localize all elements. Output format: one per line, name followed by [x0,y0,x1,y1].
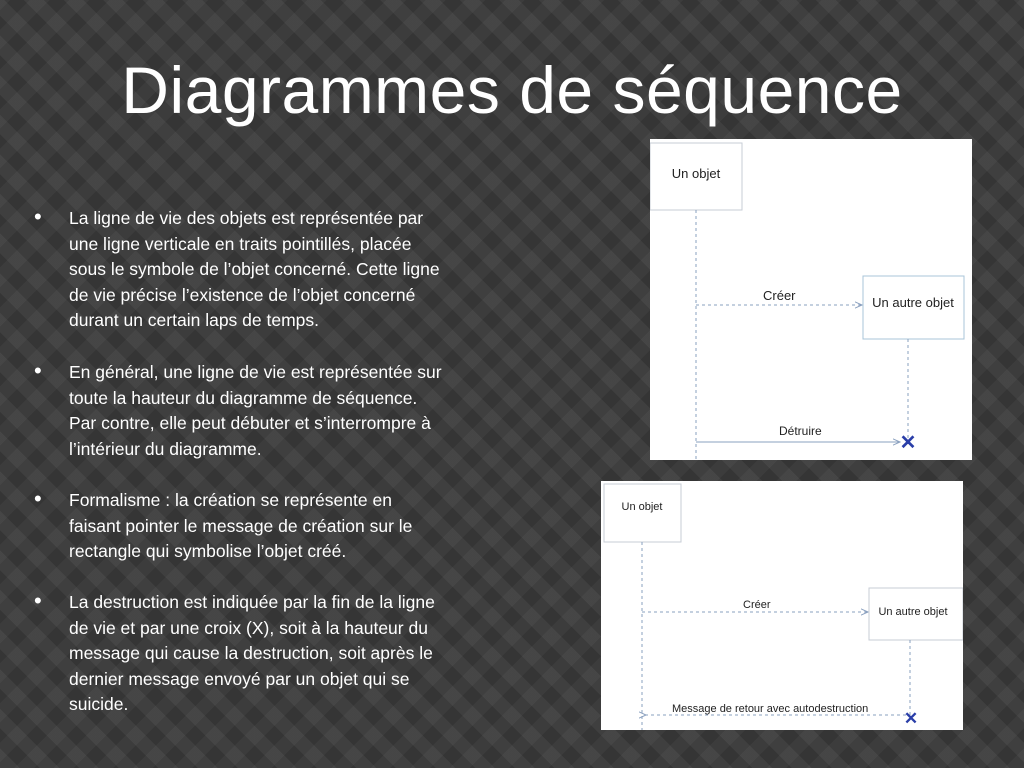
destroy-message-label: Détruire [779,424,822,438]
return-message-label: Message de retour avec autodestruction [672,703,869,715]
sequence-diagram-1 [650,139,972,460]
object1-box [604,484,681,542]
sequence-diagram-2 [601,481,963,730]
bullet-text: La ligne de vie des objets est représentée par une ligne verticale en traits pointillés, placée sous le symbole de l’objet concerné. Cette ligne de vie précise l’existence de l’objet concerné durant un certain laps de temps. [69,208,440,330]
bullet-dot: • [34,358,42,383]
object1-label: Un objet [621,501,663,513]
object2-label: Un autre objet [872,295,954,310]
object1-label: Un objet [671,166,721,181]
destroy-cross-icon: ✕ [899,432,917,454]
bullet-dot: • [34,588,42,613]
bullet-dot: • [34,486,42,511]
bullet-text: En général, une ligne de vie est représentée sur toute la hauteur du diagramme de séquence. Par contre, elle peut débuter et s’interrompre à l’intérieur du diagramme. [69,362,442,459]
object2-label: Un autre objet [878,606,948,618]
bullet-text: Formalisme : la création se représente en faisant pointer le message de création sur le rectangle qui symbolise l’objet créé. [69,490,413,561]
destroy-cross-icon: ✕ [903,709,919,728]
sequence-diagram-1-svg [650,139,972,460]
sequence-diagram-2-svg [601,481,963,730]
bullet-dot: • [34,204,42,229]
create-message-label: Créer [763,288,796,303]
bullet-text: La destruction est indiquée par la fin de la ligne de vie et par une croix (X), soit à la hauteur du message qui cause la destruction, soit après le dernier message envoyé par un objet qui se suicide. [69,592,435,714]
create-message-label: Créer [743,599,771,611]
slide-title: Diagrammes de séquence [121,53,903,127]
